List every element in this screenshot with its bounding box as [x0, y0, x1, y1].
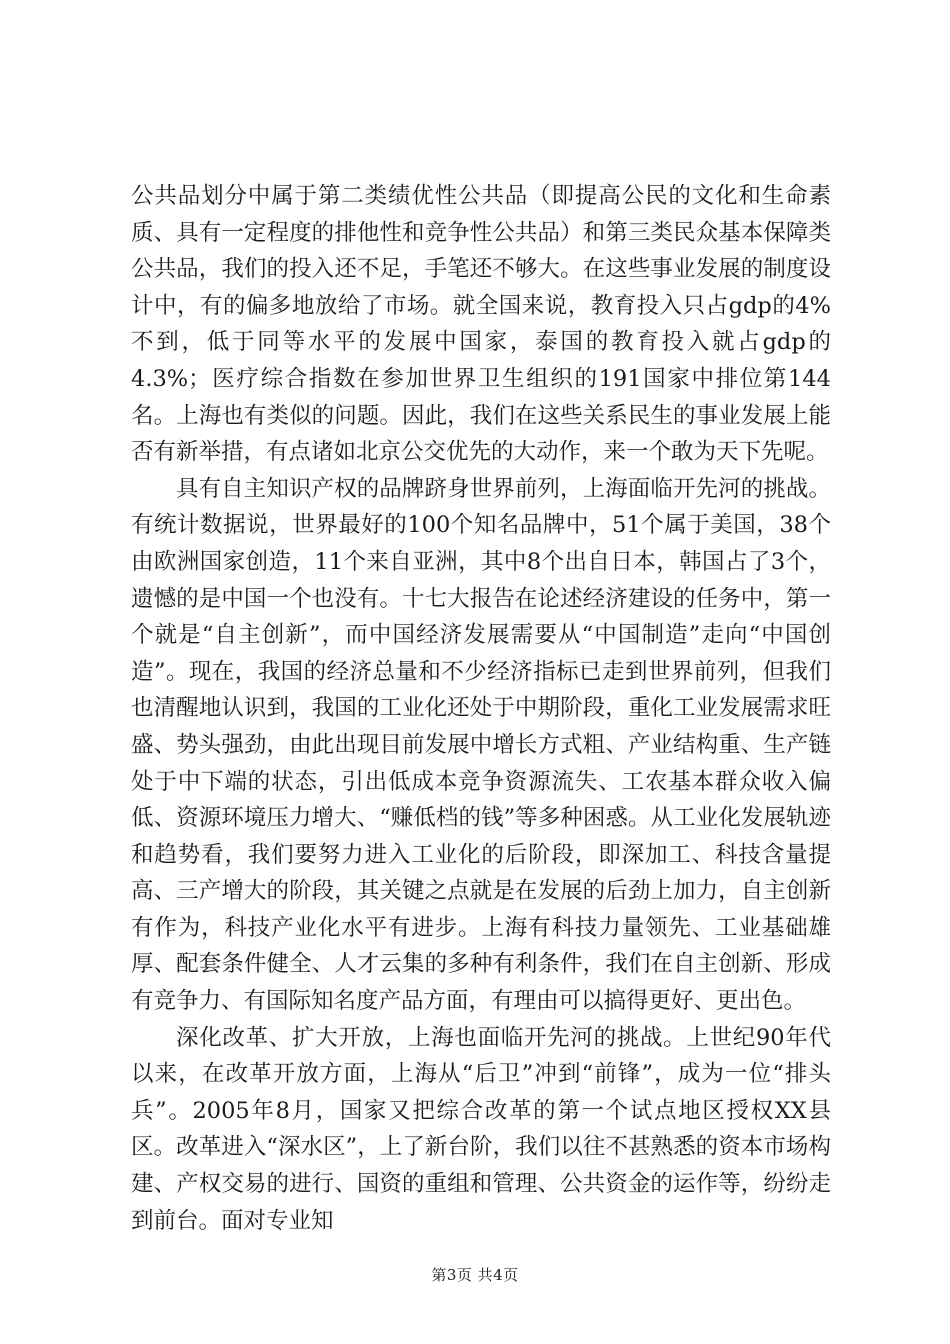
paragraph-1: 公共品划分中属于第二类绩优性公共品（即提高公民的文化和生命素质、具有一定程度的排他性和竞争性公共品）和第三类民众基本保障类公共品，我们的投入还不足，手笔还不够大。在这些事业发展的制度设计中，有的偏多地放给了市场。就全国来说，教育投入只占gdp的4%不到，低于同等水平的发展中国家，泰国的教育投入就占gdp的4.3%；医疗综合指数在参加世界卫生组织的191国家中排位第144名。上海也有类似的问题。因此，我们在这些关系民生的事业发展上能否有新举措，有点诸如北京公交优先的大动作，来一个敢为天下先呢。 [131, 183, 831, 466]
paragraph-3: 深化改革、扩大开放，上海也面临开先河的挑战。上世纪90年代以来，在改革开放方面，上海从“后卫”冲到“前锋”，成为一位“排头兵”。2005年8月，国家又把综合改革的第一个试点地区授权XX县区。改革进入“深水区”，上了新台阶，我们以往不甚熟悉的资本市场构建、产权交易的进行、国资的重组和管理、公共资金的运作等，纷纷走到前台。面对专业知 [131, 1024, 831, 1234]
document-body [131, 178, 831, 1239]
paragraph-2: 具有自主知识产权的品牌跻身世界前列，上海面临开先河的挑战。有统计数据说，世界最好的100个知名品牌中，51个属于美国，38个由欧洲国家创造，11个来自亚洲，其中8个出自日本，韩国占了3个，遗憾的是中国一个也没有。十七大报告在论述经济建设的任务中，第一个就是“自主创新”，而中国经济发展需要从“中国制造”走向“中国创造”。现在，我国的经济总量和不少经济指标已走到世界前列，但我们也清醒地认识到，我国的工业化还处于中期阶段，重化工业发展需求旺盛、势头强劲，由此出现目前发展中增长方式粗、产业结构重、生产链处于中下端的状态，引出低成本竞争资源流失、工农基本群众收入偏低、资源环境压力增大、“赚低档的钱”等多种困惑。从工业化发展轨迹和趋势看，我们要努力进入工业化的后阶段，即深加工、科技含量提高、三产增大的阶段，其关键之点就是在发展的后劲上加力，自主创新有作为，科技产业化水平有进步。上海有科技力量领先、工业基础雄厚、配套条件健全、人才云集的多种有利条件，我们在自主创新、形成有竞争力、有国际知名度产品方面，有理由可以搞得更好、更出色。 [131, 475, 831, 1015]
page-footer: 第3页 共4页 [431, 1266, 519, 1284]
